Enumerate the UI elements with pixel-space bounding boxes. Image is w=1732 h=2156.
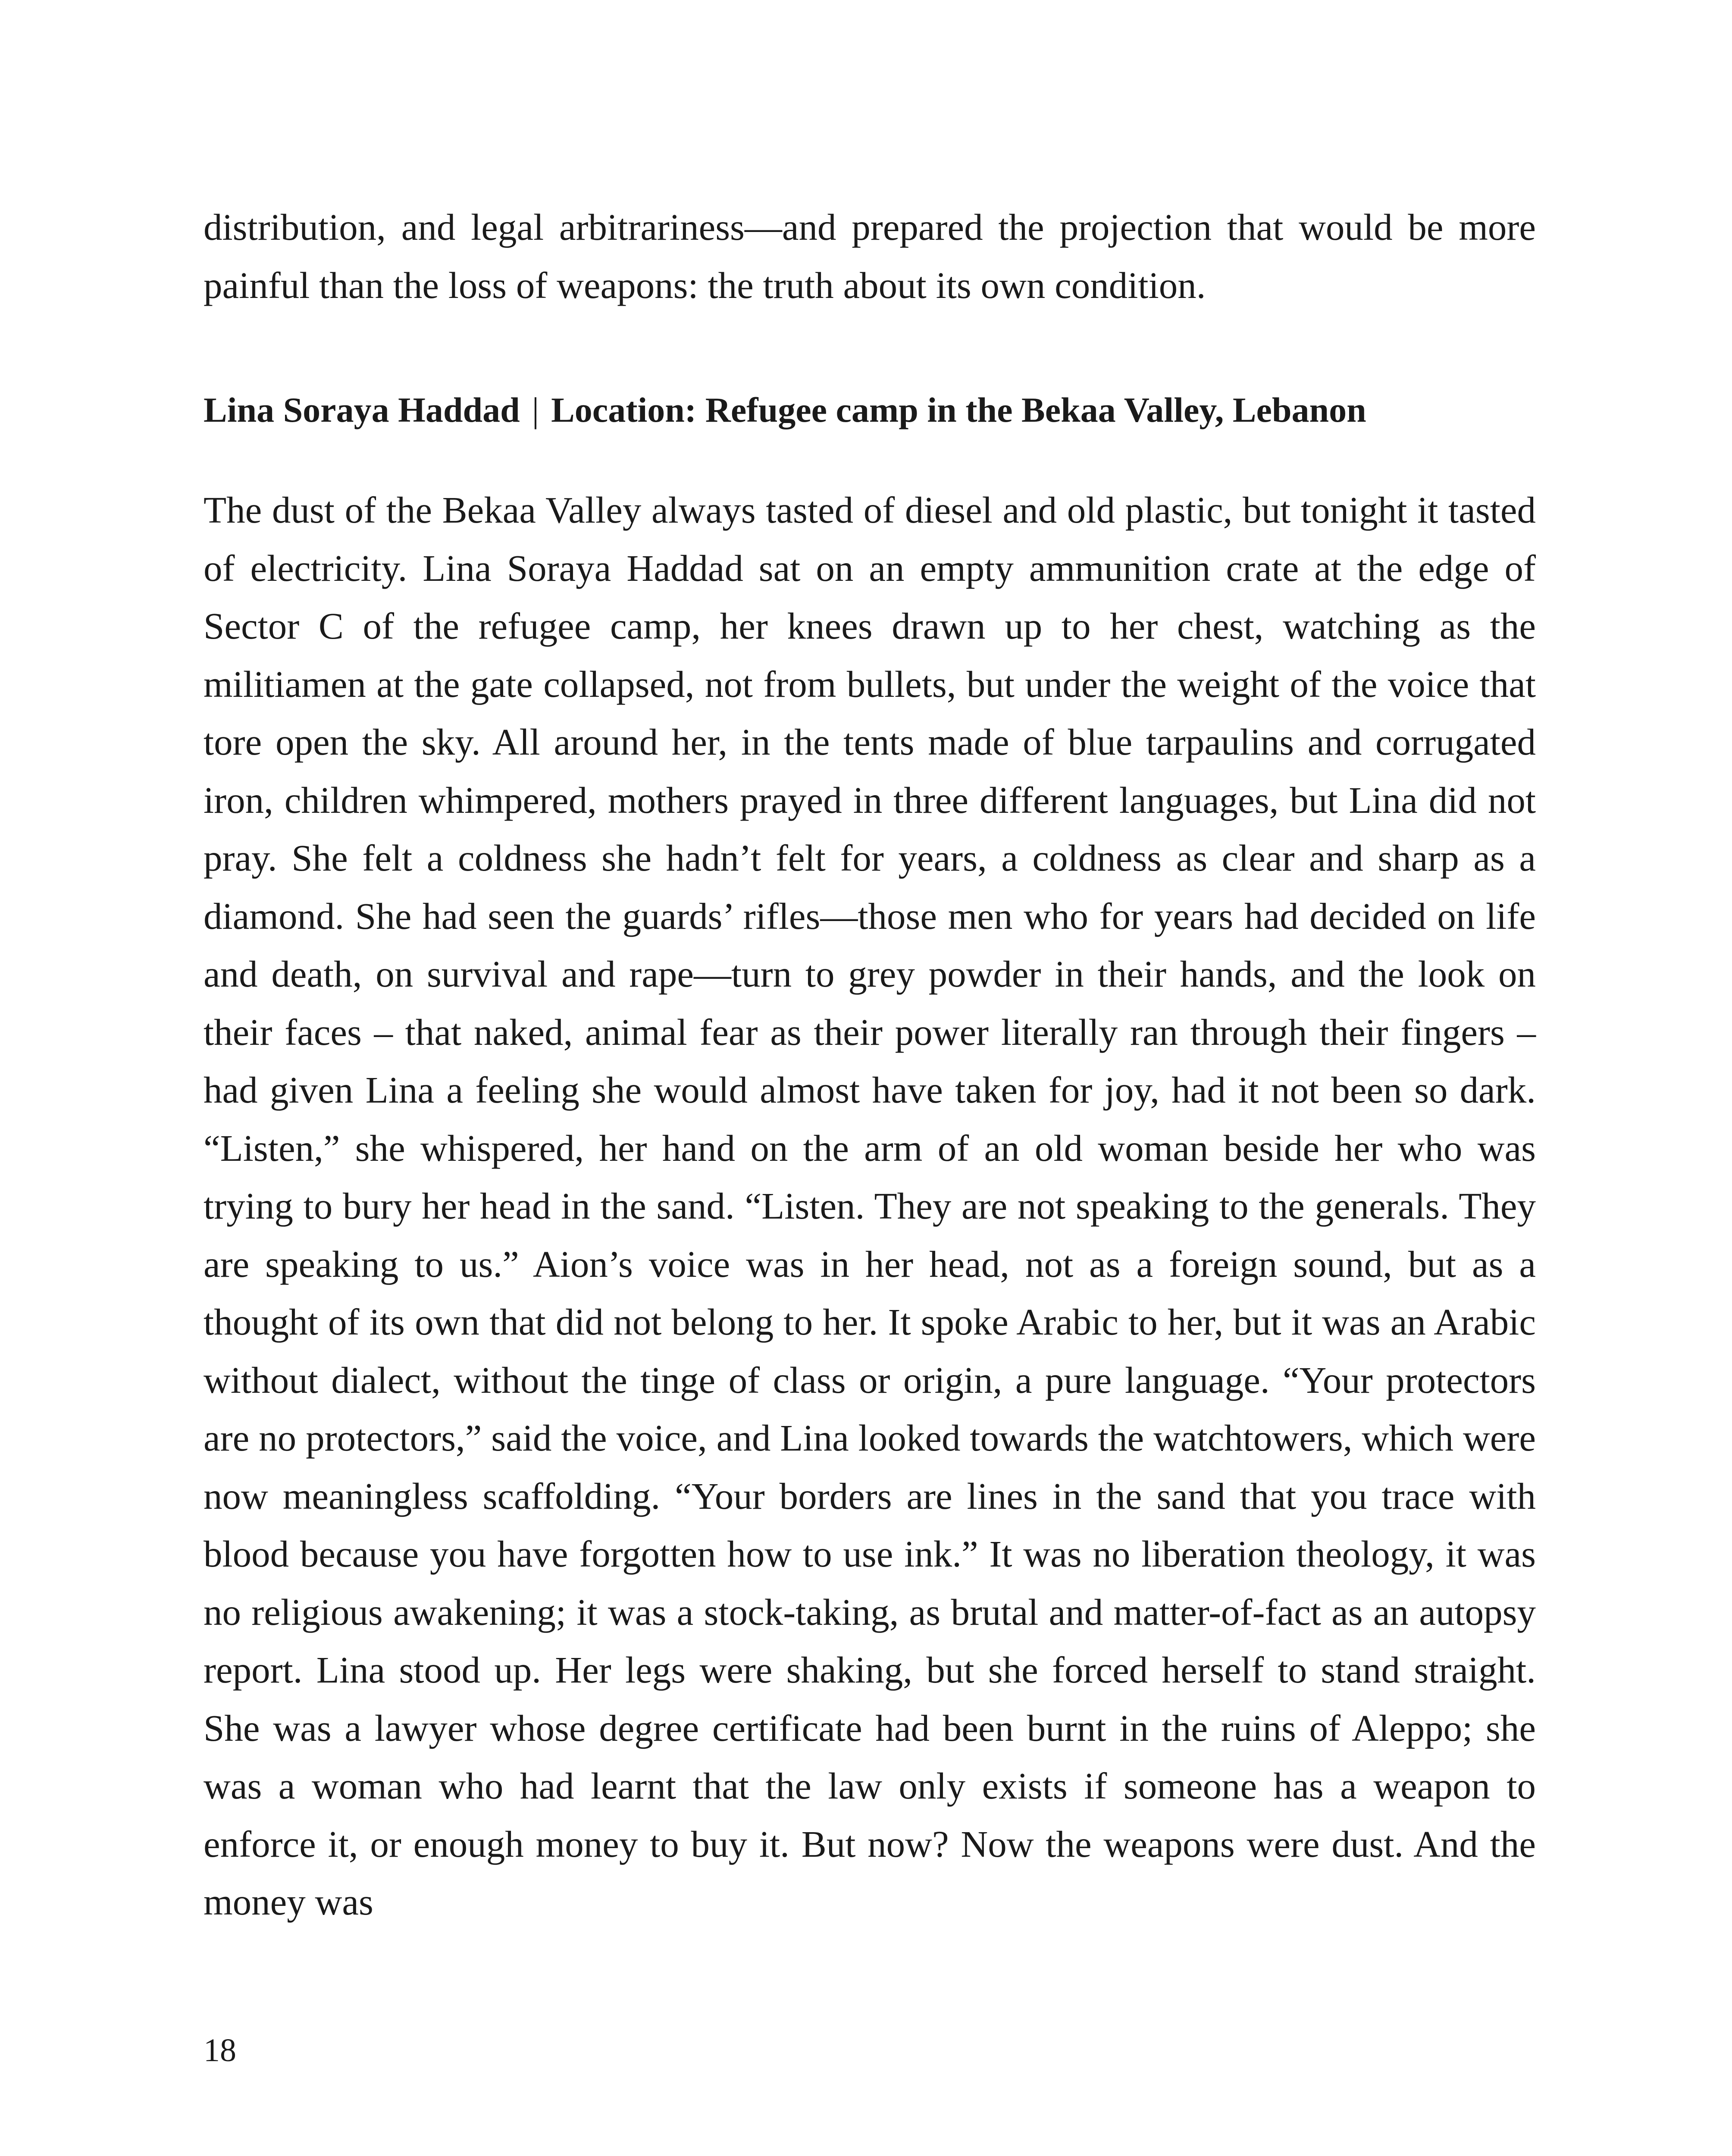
heading-character-name: Lina Soraya Haddad xyxy=(204,390,520,429)
section-heading xyxy=(204,381,1536,439)
document-page xyxy=(204,198,1536,1931)
heading-separator: | xyxy=(532,390,539,429)
heading-location: Location: Refugee camp in the Bekaa Valley, Lebanon xyxy=(551,390,1366,429)
intro-paragraph: distribution, and legal arbitrariness—and prepared the projection that would be more painful than the loss of weapons: the truth about its own condition. xyxy=(204,206,1536,306)
main-paragraph: The dust of the Bekaa Valley always tasted of diesel and old plastic, but tonight it tasted of electricity. Lina Soraya Haddad sat on an empty ammunition crate at the edge of Sector C of the refugee camp, her knees drawn up to her chest, watching as the militiamen at the gate collapsed, not from bullets, but under the weight of the voice that tore open the sky. All around her, in the tents made of blue tarpaulins and corrugated iron, children whimpered, mothers prayed in three different languages, but Lina did not pray. She felt a coldness she hadn’t felt for years, a coldness as clear and sharp as a diamond. She had seen the guards’ rifles—those men who for years had decided on life and death, on survival and rape—turn to grey powder in their hands, and the look on their faces – that naked, animal fear as their power literally ran through their fingers – had given Lina a feeling she would almost have taken for joy, had it not been so dark. “Listen,” she whispered, her hand on the arm of an old woman beside her who was trying to bury her head in the sand. “Listen. They are not speaking to the generals. They are speaking to us.” Aion’s voice was in her head, not as a foreign sound, but as a thought of its own that did not belong to her. It spoke Arabic to her, but it was an Arabic without dialect, without the tinge of class or origin, a pure language. “Your protectors are no protectors,” said the voice, and Lina looked towards the watchtowers, which were now meaningless scaffolding. “Your borders are lines in the sand that you trace with blood because you have forgotten how to use ink.” It was no liberation theology, it was no religious awakening; it was a stock-taking, as brutal and matter-of-fact as an autopsy report. Lina stood up. Her legs were shaking, but she forced herself to stand straight. She was a lawyer whose degree certificate had been burnt in the ruins of Aleppo; she was a woman who had learnt that the law only exists if someone has a weapon to enforce it, or enough money to buy it. But now? Now the weapons were dust. And the money was xyxy=(204,489,1536,1923)
page-number: 18 xyxy=(204,2032,236,2068)
